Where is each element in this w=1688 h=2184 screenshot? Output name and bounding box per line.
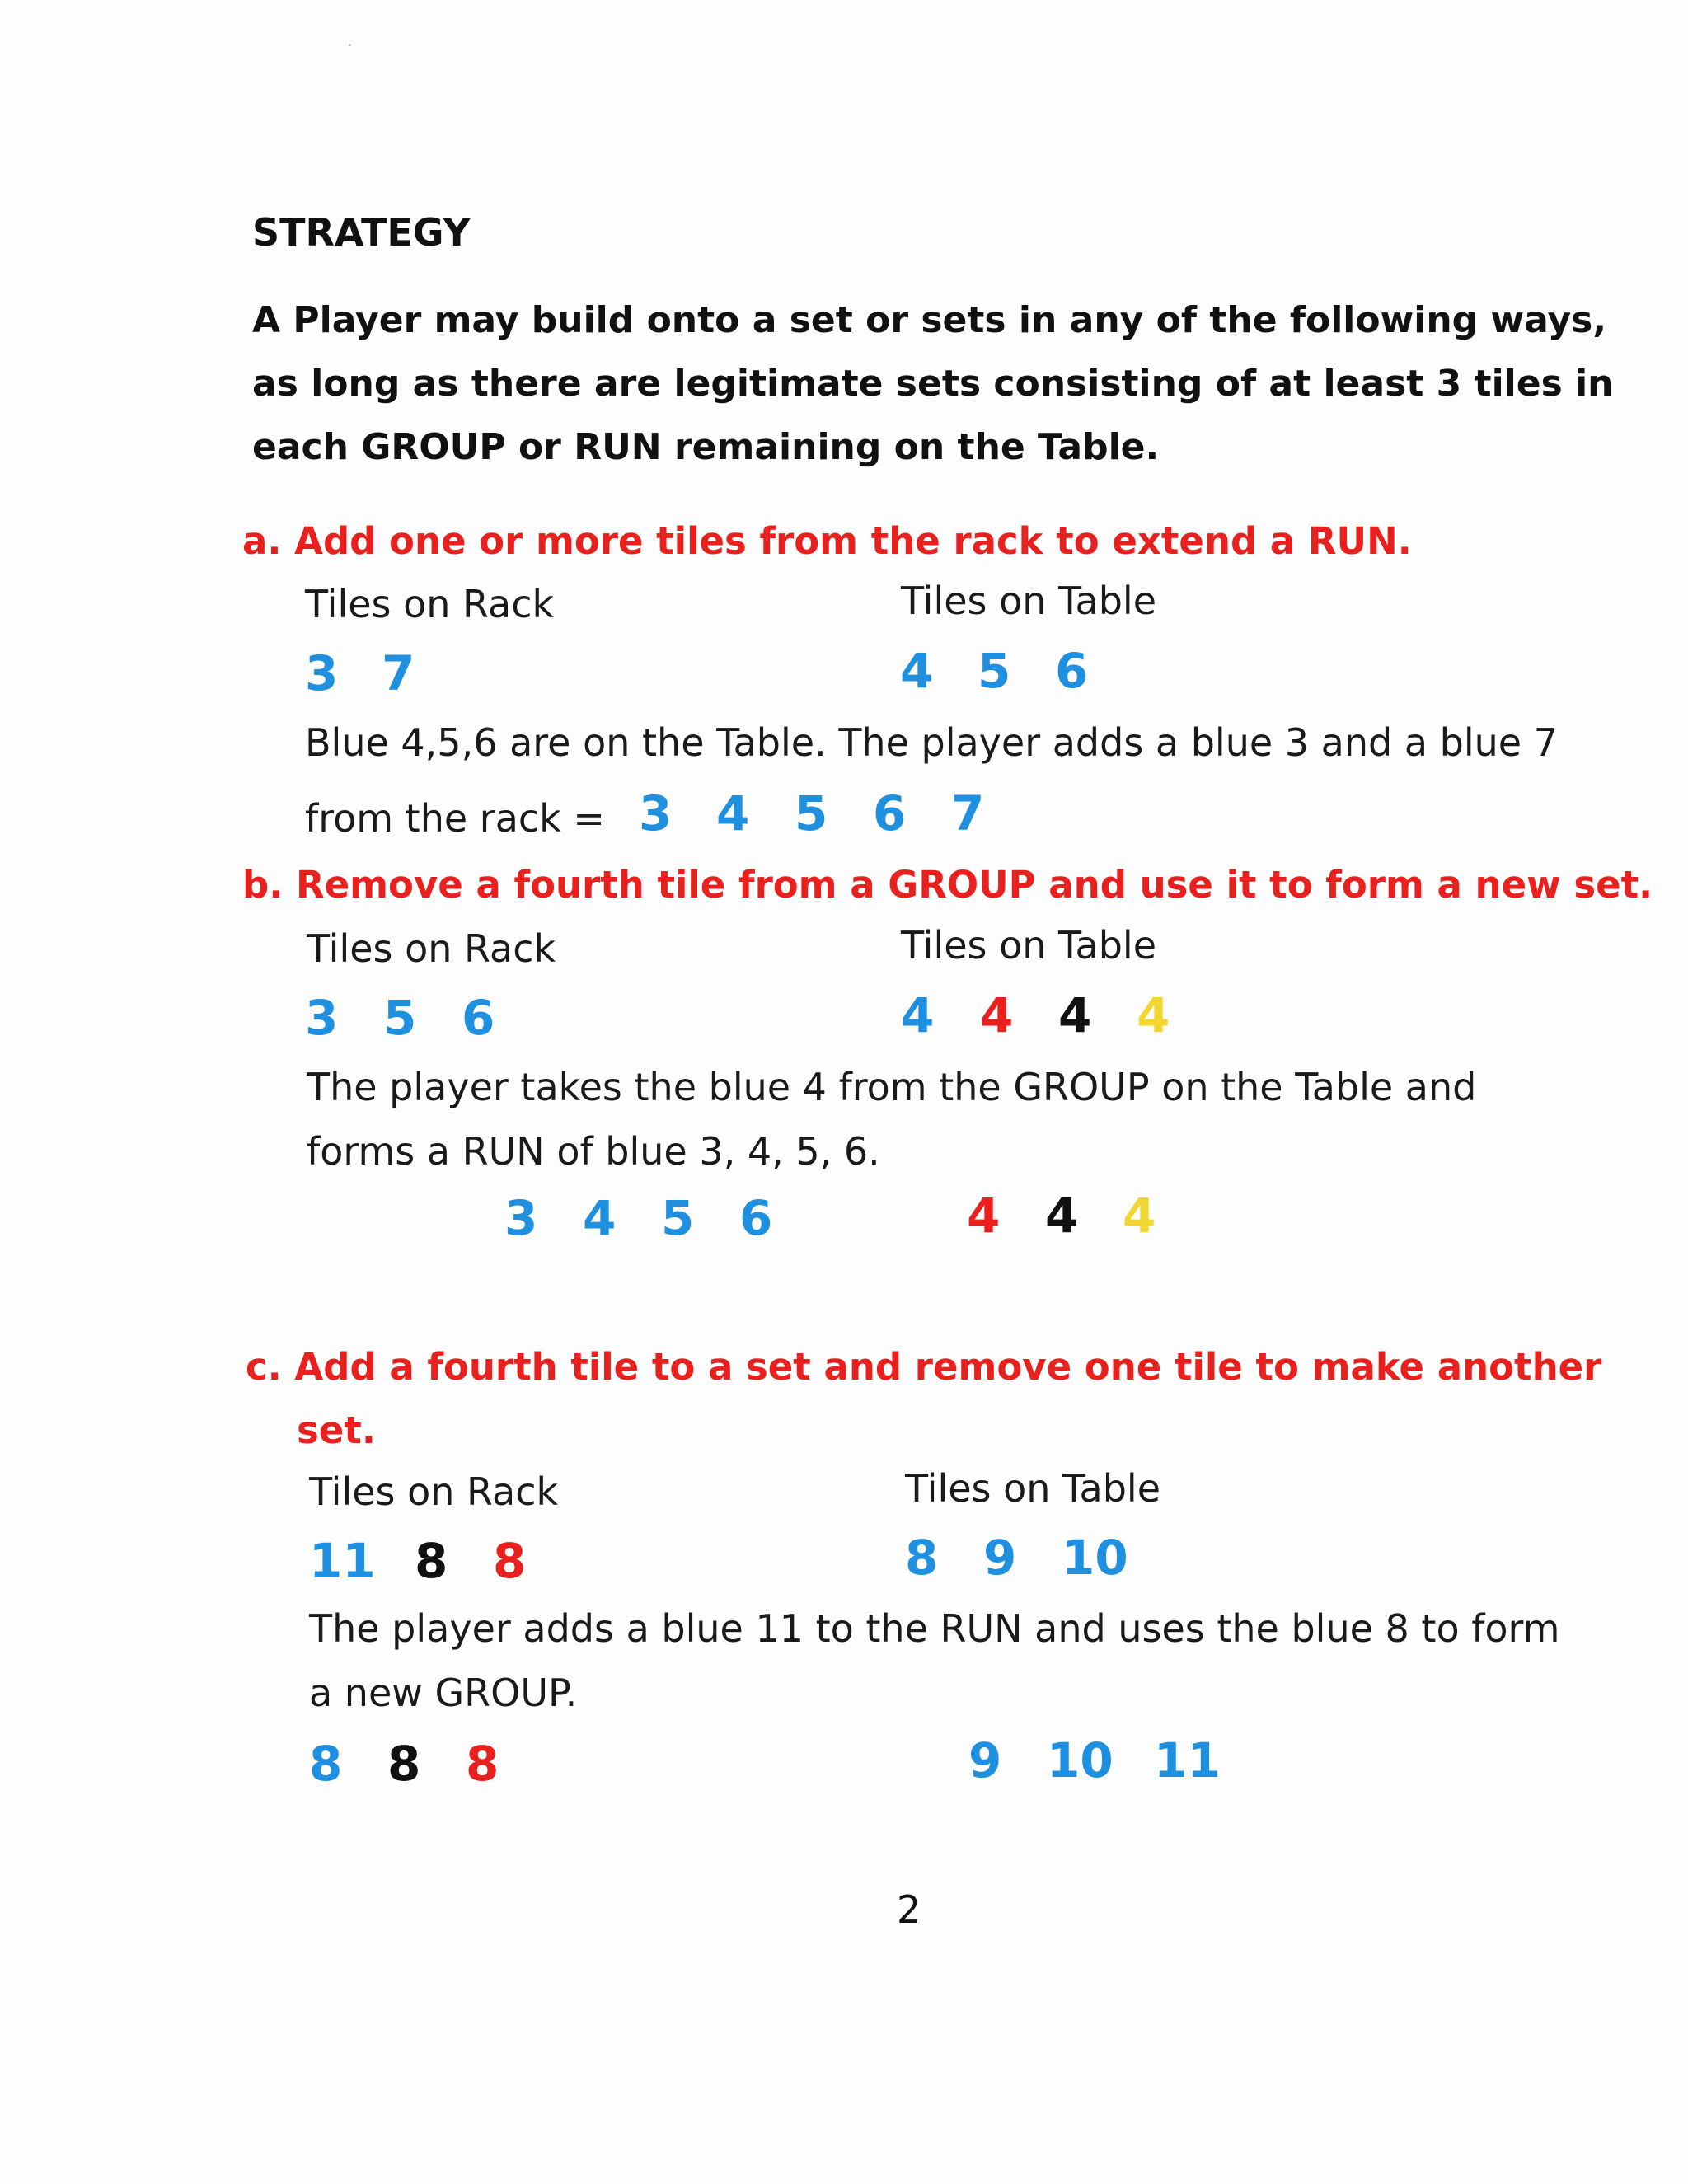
- section-a-table-tile: 6: [1055, 643, 1089, 699]
- page-title: STRATEGY: [252, 210, 471, 255]
- section-b-table-tile: 4: [980, 987, 1014, 1043]
- section-a-table-label: Tiles on Table: [901, 579, 1157, 623]
- section-c-rack-tile: 8: [415, 1533, 448, 1589]
- section-b-result-run-tile: 4: [583, 1190, 617, 1246]
- section-b-explanation-line-1: The player takes the blue 4 from the GROUP on the Table and: [307, 1065, 1477, 1109]
- section-b-result-run-tile: 5: [661, 1190, 695, 1246]
- section-a-table-tile: 4: [900, 643, 934, 699]
- section-a-result-tile: 6: [873, 785, 907, 841]
- intro-line-1: A Player may build onto a set or sets in any of the following ways,: [252, 299, 1607, 341]
- page-number: 2: [897, 1887, 921, 1932]
- section-c-table-label: Tiles on Table: [905, 1466, 1161, 1511]
- section-c-table-tile: 8: [905, 1530, 939, 1586]
- section-a-rack-label: Tiles on Rack: [305, 582, 555, 626]
- section-a-rack-tile: 7: [382, 645, 415, 701]
- section-a-result-tile: 4: [716, 785, 750, 841]
- section-b-explanation-line-2: forms a RUN of blue 3, 4, 5, 6.: [307, 1129, 880, 1174]
- section-c-explanation-line-1: The player adds a blue 11 to the RUN and uses the blue 8 to form: [309, 1606, 1560, 1651]
- section-b-rack-tile: 6: [462, 990, 495, 1046]
- section-b-result-run-tile: 6: [739, 1190, 773, 1246]
- section-c-result-group-tile: 8: [466, 1736, 499, 1792]
- section-c-explanation-line-2: a new GROUP.: [309, 1671, 578, 1715]
- intro-line-2: as long as there are legitimate sets consisting of at least 3 tiles in: [252, 363, 1614, 405]
- section-a-result-tile: 3: [639, 785, 673, 841]
- section-b-table-label: Tiles on Table: [901, 923, 1157, 968]
- section-a-result-tile: 7: [951, 785, 985, 841]
- section-a-explanation-line-1: Blue 4,5,6 are on the Table. The player adds a blue 3 and a blue 7: [305, 720, 1558, 765]
- section-c-table-tile: 9: [983, 1530, 1017, 1586]
- section-c-result-run-tile: 9: [968, 1732, 1002, 1788]
- scan-speck: [349, 44, 351, 46]
- section-c-result-run-tile: 10: [1047, 1732, 1114, 1788]
- section-b-rack-label: Tiles on Rack: [307, 926, 556, 971]
- section-c-result-run-tile: 11: [1154, 1732, 1221, 1788]
- section-a-result-tile: 5: [795, 785, 828, 841]
- intro-line-3: each GROUP or RUN remaining on the Table.: [252, 426, 1160, 468]
- section-a-heading: a. Add one or more tiles from the rack to extend a RUN.: [242, 519, 1412, 563]
- section-c-rack-tile: 11: [309, 1533, 376, 1589]
- section-b-result-group-tile: 4: [967, 1188, 1001, 1244]
- section-a-explanation-line-2: from the rack =: [305, 796, 605, 841]
- section-a-table-tile: 5: [978, 643, 1011, 699]
- section-b-table-tile: 4: [901, 987, 935, 1043]
- section-b-result-group-tile: 4: [1045, 1188, 1079, 1244]
- section-b-rack-tile: 3: [305, 990, 339, 1046]
- section-c-rack-label: Tiles on Rack: [309, 1469, 559, 1514]
- section-c-rack-tile: 8: [493, 1533, 527, 1589]
- section-b-table-tile: 4: [1137, 987, 1170, 1043]
- section-b-result-group-tile: 4: [1123, 1188, 1156, 1244]
- section-c-heading-line-2: set.: [297, 1408, 376, 1452]
- section-c-heading-line-1: c. Add a fourth tile to a set and remove one tile to make another: [246, 1345, 1602, 1389]
- section-b-table-tile: 4: [1058, 987, 1092, 1043]
- section-b-heading: b. Remove a fourth tile from a GROUP and use it to form a new set.: [242, 863, 1653, 907]
- section-c-result-group-tile: 8: [387, 1736, 421, 1792]
- section-c-result-group-tile: 8: [309, 1736, 343, 1792]
- section-b-rack-tile: 5: [383, 990, 417, 1046]
- section-c-table-tile: 10: [1062, 1530, 1128, 1586]
- section-a-rack-tile: 3: [305, 645, 339, 701]
- section-b-result-run-tile: 3: [504, 1190, 538, 1246]
